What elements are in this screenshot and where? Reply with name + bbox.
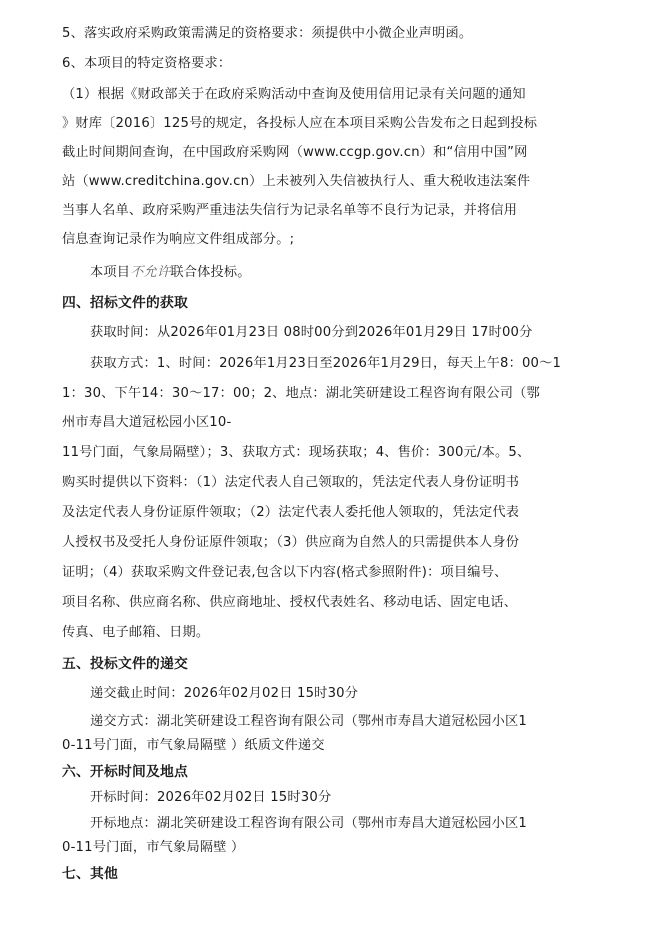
acquire-method-line: 购买时提供以下资料：（1）法定代表人自己领取的，凭法定代表人身份证明书 bbox=[62, 475, 520, 490]
section-heading-other: 七、其他 bbox=[62, 866, 118, 882]
opening-place-line: 开标地点：湖北笑研建设工程咨询有限公司（鄂州市寿昌大道冠松园小区1 bbox=[90, 816, 527, 831]
opening-time-label: 开标时间： bbox=[90, 790, 157, 805]
acquire-method-line: 项目名称、供应商名称、供应商地址、授权代表姓名、移动电话、固定电话、 bbox=[62, 595, 518, 610]
submit-method-line: 0-11号门面，市气象局隔壁 ）纸质文件递交 bbox=[62, 738, 325, 753]
opening-place-line: 0-11号门面，市气象局隔壁 ） bbox=[62, 840, 245, 855]
section-heading-opening: 六、开标时间及地点 bbox=[62, 764, 188, 780]
acquire-method-line: 证明；（4）获取采购文件登记表,包含以下内容(格式参照附件)：项目编号、 bbox=[62, 565, 508, 580]
consortium-suffix: 联合体投标。 bbox=[170, 265, 251, 280]
acquire-time-value: 从2026年01月23日 08时00分到2026年01月29日 17时00分 bbox=[156, 325, 533, 340]
credit-requirement-line: 》财库〔2016〕125号的规定，各投标人应在本项目采购公告发布之日起到投标 bbox=[62, 116, 538, 131]
acquire-method-line: 传真、电子邮箱、日期。 bbox=[62, 625, 210, 640]
acquire-method-line: 州市寿昌大道冠松园小区10- bbox=[62, 415, 232, 430]
section-heading-acquire: 四、招标文件的获取 bbox=[62, 295, 188, 311]
submit-deadline-label: 递交截止时间： bbox=[90, 686, 184, 701]
consortium-statement bbox=[90, 263, 251, 283]
acquire-time bbox=[90, 323, 533, 343]
consortium-value: 不允许 bbox=[130, 265, 171, 280]
acquire-method-line: 及法定代表人身份证原件领取；（2）法定代表人委托他人领取的，凭法定代表 bbox=[62, 505, 520, 520]
credit-requirement-line: 截止时间期间查询，在中国政府采购网（www.ccgp.gov.cn）和“信用中国”网 bbox=[62, 145, 528, 160]
acquire-time-label: 获取时间： bbox=[90, 325, 157, 340]
acquire-method-line: 获取方式：1、时间：2026年1月23日至2026年1月29日，每天上午8：00～1 bbox=[90, 356, 562, 371]
submit-deadline-value: 2026年02月02日 15时30分 bbox=[183, 686, 359, 701]
acquire-method-line: 11号门面，气象局隔壁）；3、获取方式：现场获取；4、售价：300元/本。5、 bbox=[62, 445, 531, 460]
credit-requirement-line: （1）根据《财政部关于在政府采购活动中查询及使用信用记录有关问题的通知 bbox=[62, 87, 526, 102]
opening-time-value: 2026年02月02日 15时30分 bbox=[156, 790, 332, 805]
section-heading-submit: 五、投标文件的递交 bbox=[62, 656, 188, 672]
credit-requirement-line: 当事人名单、政府采购严重违法失信行为记录名单等不良行为记录，并将信用 bbox=[62, 203, 518, 218]
acquire-method-line: 人授权书及受托人身份证原件领取；（3）供应商为自然人的只需提供本人身份 bbox=[62, 535, 520, 550]
acquire-method-line: 1：30、下午14：30～17：00；2、地点：湖北笑研建设工程咨询有限公司（鄂 bbox=[62, 386, 540, 401]
submit-method-line: 递交方式：湖北笑研建设工程咨询有限公司（鄂州市寿昌大道冠松园小区1 bbox=[90, 714, 527, 729]
credit-requirement-line: 站（www.creditchina.gov.cn）上未被列入失信被执行人、重大税收违法案件 bbox=[62, 174, 531, 189]
opening-time bbox=[90, 788, 331, 808]
submit-deadline bbox=[90, 684, 358, 704]
qualification-line-5: 5、落实政府采购政策需满足的资格要求：须提供中小微企业声明函。 bbox=[62, 26, 473, 41]
consortium-prefix: 本项目 bbox=[90, 265, 131, 280]
credit-requirement-line: 信息查询记录作为响应文件组成部分。; bbox=[62, 232, 295, 247]
qualification-line-6: 6、本项目的特定资格要求： bbox=[62, 56, 232, 71]
